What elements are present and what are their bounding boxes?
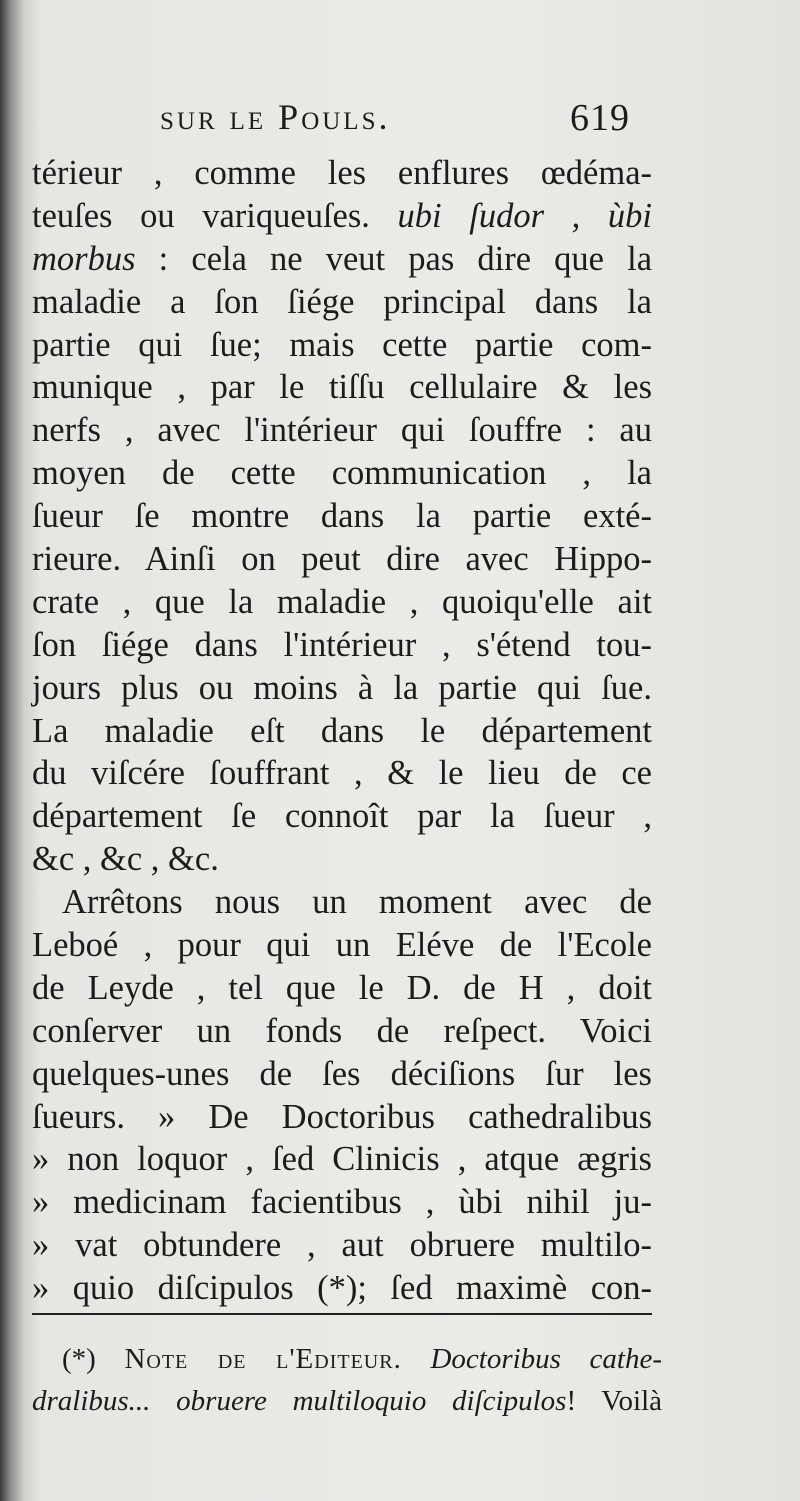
text-line: moyen de cette communication , la bbox=[32, 454, 652, 493]
text-line bbox=[32, 238, 652, 281]
text-line: nerfs , avec l'intérieur qui ſouffre : au bbox=[32, 411, 652, 450]
text-line: partie qui ſue; mais cette partie com- bbox=[32, 325, 652, 364]
body-text bbox=[32, 152, 652, 1310]
text-line: crate , que la maladie , quoiqu'elle ait bbox=[32, 582, 652, 621]
text-line: » quio diſcipulos (*); ſed maximè con- bbox=[32, 1269, 652, 1308]
footnote-italic: Doctoribus cathe- bbox=[430, 1343, 663, 1375]
text-line: Leboé , pour qui un Eléve de l'Ecole bbox=[32, 926, 652, 965]
italic-segment: morbus bbox=[32, 239, 136, 278]
footnote-tail: ! Voilà bbox=[566, 1385, 662, 1417]
text-line bbox=[32, 195, 652, 238]
text-line: département ſe connoît par la ſueur , bbox=[32, 797, 652, 836]
text-line: quelques-unes de ſes déciſions ſur les bbox=[32, 1054, 652, 1093]
text-segment: : cela ne veut pas dire que la bbox=[158, 239, 653, 278]
footnote-line bbox=[32, 1380, 662, 1422]
running-title: sur le Pouls. bbox=[160, 97, 391, 137]
text-line: munique , par le tiſſu cellulaire & les bbox=[32, 368, 652, 407]
text-line: rieure. Ainſi on peut dire avec Hippo- bbox=[32, 540, 652, 579]
text-line: du viſcére ſouffrant , & le lieu de ce bbox=[32, 754, 652, 793]
text-line: » non loquor , ſed Clinicis , atque ægris bbox=[32, 1140, 652, 1179]
text-line: » vat obtundere , aut obruere multilo- bbox=[32, 1226, 652, 1265]
footnote-line bbox=[32, 1338, 662, 1380]
text-segment: teuſes ou variqueuſes. bbox=[32, 196, 370, 235]
text-line: &c , &c , &c. bbox=[32, 840, 219, 879]
text-line: térieur , comme les enflures œdéma- bbox=[32, 154, 652, 192]
italic-segment: ubi ſudor , ùbi bbox=[397, 196, 653, 235]
footnote-label: Note de l'Editeur. bbox=[124, 1343, 402, 1375]
text-line: jours plus ou moins à la partie qui ſue. bbox=[32, 668, 652, 707]
footnote bbox=[32, 1338, 662, 1422]
page-header bbox=[0, 96, 800, 142]
text-line: ſueurs. » De Doctoribus cathedralibus bbox=[32, 1097, 652, 1136]
text-line: de Leyde , tel que le D. de H , doit bbox=[32, 968, 652, 1007]
page-number: 619 bbox=[570, 97, 630, 139]
text-line: conſerver un fonds de reſpect. Voici bbox=[32, 1011, 652, 1050]
text-line: La maladie eſt dans le département bbox=[32, 711, 652, 750]
footnote-marker: (*) bbox=[62, 1343, 96, 1375]
text-line: » medicinam facientibus , ùbi nihil ju- bbox=[32, 1183, 652, 1222]
text-line: ſueur ſe montre dans la partie exté- bbox=[32, 497, 652, 536]
footnote-divider bbox=[32, 1313, 652, 1315]
text-line: Arrêtons nous un moment avec de bbox=[62, 883, 652, 922]
footnote-italic: dralibus... obruere multiloquio diſcipulos bbox=[32, 1385, 567, 1417]
text-line: ſon ſiége dans l'intérieur , s'étend tou- bbox=[32, 625, 652, 664]
text-line: maladie a ſon ſiége principal dans la bbox=[32, 282, 652, 321]
